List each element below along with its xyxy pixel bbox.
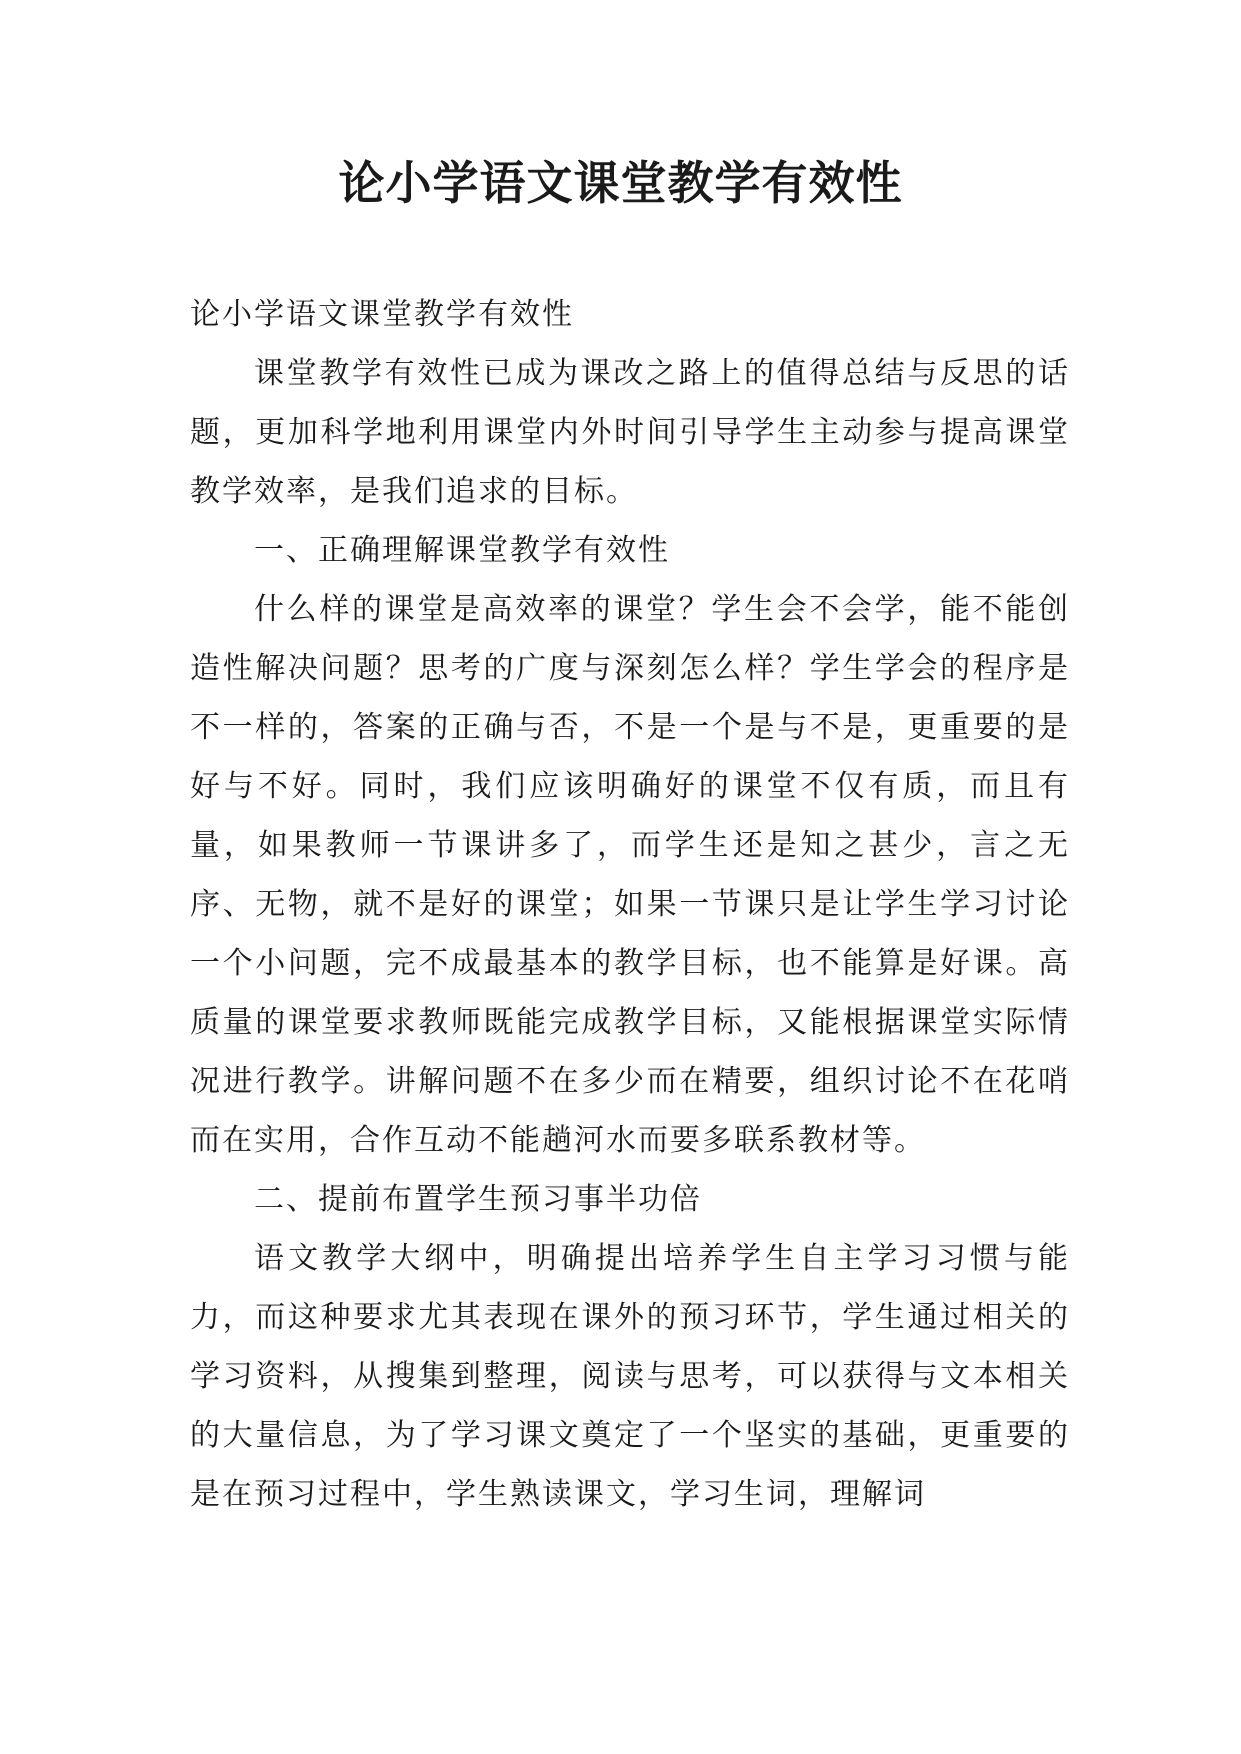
document-title: 论小学语文课堂教学有效性 xyxy=(338,156,903,210)
paragraph-section-2: 语文教学大纲中，明确提出培养学生自主学习习惯与能力，而这种要求尤其表现在课外的预习环节，学生通过相关的学习资料，从搜集到整理，阅读与思考，可以获得与文本相关的大量信息，为了学习课文奠定了一个坚实的基础，更重要的是在预习过程中，学生熟读课文，学习生词，理解词 xyxy=(190,1241,1070,1512)
paragraph-subtitle: 论小学语文课堂教学有效性 xyxy=(190,297,574,332)
paragraph-intro: 课堂教学有效性已成为课改之路上的值得总结与反思的话题，更加科学地利用课堂内外时间引导学生主动参与提高课堂教学效率，是我们追求的目标。 xyxy=(190,356,1070,509)
section-heading-1: 一、正确理解课堂教学有效性 xyxy=(254,533,670,568)
document-body xyxy=(190,285,1070,1524)
section-heading-2: 二、提前布置学生预习事半功倍 xyxy=(254,1182,702,1217)
paragraph-section-1: 什么样的课堂是高效率的课堂？学生会不会学，能不能创造性解决问题？思考的广度与深刻怎么样？学生学会的程序是不一样的，答案的正确与否，不是一个是与不是，更重要的是好与不好。同时，我们应该明确好的课堂不仅有质，而且有量，如果教师一节课讲多了，而学生还是知之甚少，言之无序、无物，就不是好的课堂；如果一节课只是让学生学习讨论一个小问题，完不成最基本的教学目标，也不能算是好课。高质量的课堂要求教师既能完成教学目标，又能根据课堂实际情况进行教学。讲解问题不在多少而在精要，组织讨论不在花哨而在实用，合作互动不能趟河水而要多联系教材等。 xyxy=(190,592,1070,1158)
